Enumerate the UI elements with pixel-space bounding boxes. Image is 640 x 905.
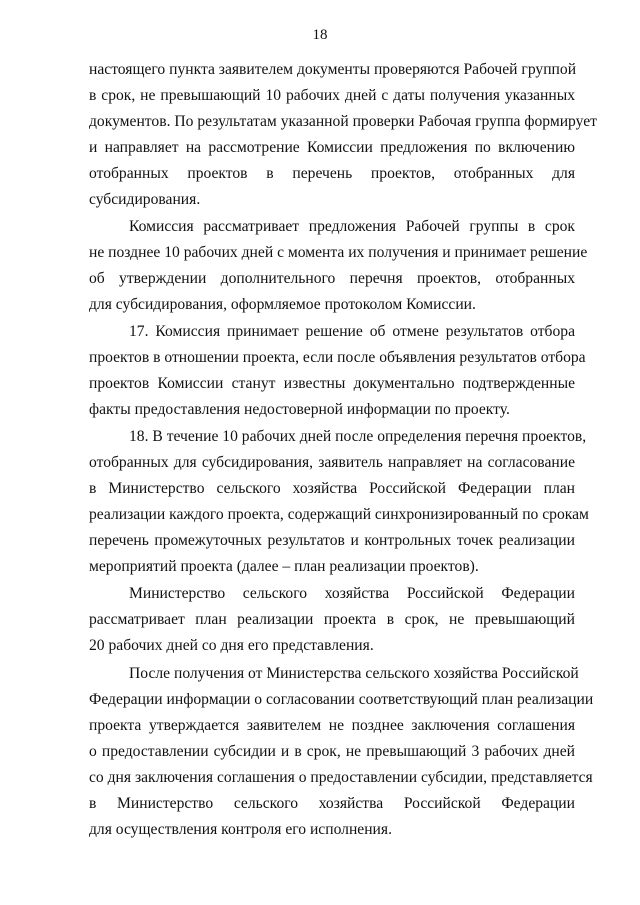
text-line: отобранных проектов в перечень проектов, отобранных для bbox=[89, 165, 575, 182]
text-line: и направляет на рассмотрение Комиссии предложения по включению bbox=[89, 139, 575, 156]
text-line: проектов Комиссии станут известны документально подтвержденные bbox=[89, 375, 575, 392]
text-line: перечень промежуточных результатов и контрольных точек реализации bbox=[89, 532, 575, 549]
page-number: 18 bbox=[312, 27, 328, 43]
text-line: 20 рабочих дней со дня его представления. bbox=[89, 637, 374, 654]
text-line: для субсидирования, оформляемое протоколом Комиссии. bbox=[89, 296, 476, 313]
text-line: проектов в отношении проекта, если после объявления результатов отбора bbox=[89, 349, 586, 366]
text-line: рассматривает план реализации проекта в срок, не превышающий bbox=[89, 611, 575, 628]
text-line: субсидирования. bbox=[89, 191, 201, 208]
text-line: в срок, не превышающий 10 рабочих дней с даты получения указанных bbox=[89, 87, 575, 104]
text-line: проекта утверждается заявителем не позднее заключения соглашения bbox=[89, 717, 575, 734]
text-line: документов. По результатам указанной проверки Рабочая группа формирует bbox=[89, 113, 597, 130]
text-line: для осуществления контроля его исполнения. bbox=[89, 821, 392, 838]
text-line: факты предоставления недостоверной информации по проекту. bbox=[89, 401, 510, 418]
text-line: в Министерство сельского хозяйства Российской Федерации план bbox=[89, 480, 575, 497]
text-line: настоящего пункта заявителем документы проверяются Рабочей группой bbox=[89, 61, 577, 78]
text-line: со дня заключения соглашения о предоставлении субсидии, представляется bbox=[89, 769, 593, 786]
text-line: После получения от Министерства сельского хозяйства Российской bbox=[129, 665, 579, 682]
text-line: реализации каждого проекта, содержащий синхронизированный по срокам bbox=[89, 506, 589, 523]
text-line: 18. В течение 10 рабочих дней после определения перечня проектов, bbox=[129, 428, 587, 445]
text-line: отобранных для субсидирования, заявитель направляет на согласование bbox=[89, 454, 575, 471]
text-line: в Министерство сельского хозяйства Российской Федерации bbox=[89, 795, 575, 812]
text-line: 17. Комиссия принимает решение об отмене результатов отбора bbox=[129, 323, 575, 340]
text-line: Федерации информации о согласовании соответствующий план реализации bbox=[89, 691, 594, 708]
text-line: Комиссия рассматривает предложения Рабочей группы в срок bbox=[129, 218, 575, 235]
text-line: о предоставлении субсидии и в срок, не превышающий 3 рабочих дней bbox=[89, 743, 575, 760]
text-line: мероприятий проекта (далее – план реализации проектов). bbox=[89, 558, 479, 575]
text-line: об утверждении дополнительного перечня проектов, отобранных bbox=[89, 270, 575, 287]
text-line: не позднее 10 рабочих дней с момента их получения и принимает решение bbox=[89, 244, 588, 261]
text-line: Министерство сельского хозяйства Российской Федерации bbox=[129, 585, 575, 602]
